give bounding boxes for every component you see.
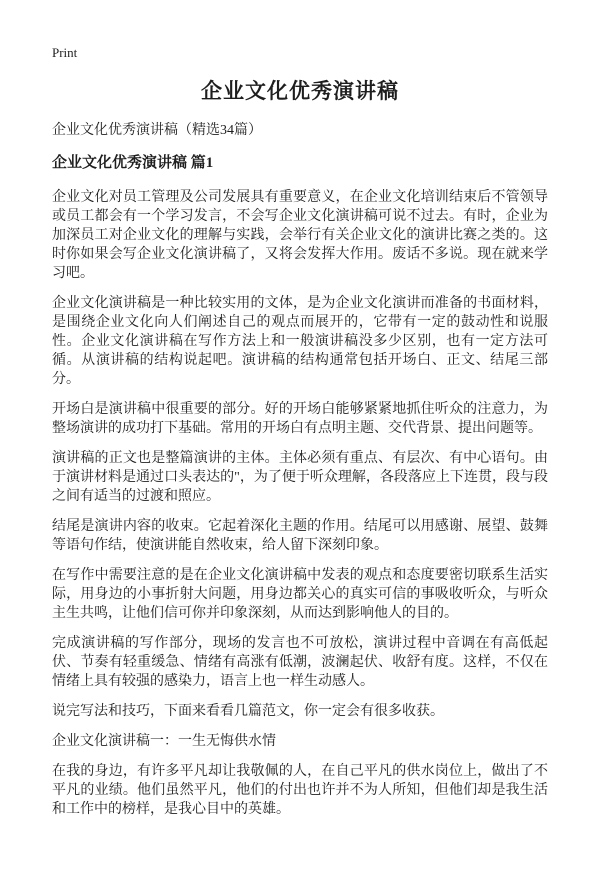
print-link[interactable]: Print: [52, 45, 78, 60]
paragraph: 演讲稿的正文也是整篇演讲的主体。主体必须有重点、有层次、有中心语句。由于演讲材料是通过口头表达的"，为了便于听众理解，各段落应上下连贯，段与段之间有适当的过渡和照应。: [52, 451, 548, 504]
paragraph: 在我的身边，有许多平凡却让我敬佩的人，在自己平凡的供水岗位上，做出了不平凡的业绩。他们虽然平凡，他们的付出也许并不为人所知，但他们却是我生活和工作中的榜样，是我心目中的英雄。: [52, 764, 548, 817]
paragraph: 完成演讲稿的写作部分，现场的发言也不可放松，演讲过程中音调在有高低起伏、节奏有轻重缓急、情绪有高涨有低潮，波澜起伏、收舒有度。这样，不仅在情绪上具有较强的感染力，语言上也一样生动感人。: [52, 636, 548, 689]
paragraph: 企业文化演讲稿一：一生无悔供水情: [52, 734, 276, 749]
paragraph: 企业文化对员工管理及公司发展具有重要意义，在企业文化培训结束后不管领导或员工都会有一个学习发言，不会写企业文化演讲稿可说不过去。有时，企业为加深员工对企业文化的理解与实践，会举行有关企业文化的演讲比赛之类的。这时你如果会写企业文化演讲稿了，又将会发挥大作用。废话不多说。现在就来学习吧。: [52, 190, 548, 281]
paragraph: 开场白是演讲稿中很重要的部分。好的开场白能够紧紧地抓住听众的注意力，为整场演讲的成功打下基础。常用的开场白有点明主题、交代背景、提出问题等。: [52, 402, 548, 436]
document-subtitle: 企业文化优秀演讲稿（精选34篇）: [52, 123, 262, 138]
document-body: [52, 188, 548, 819]
paragraph: 在写作中需要注意的是在企业文化演讲稿中发表的观点和态度要密切联系生活实际，用身边的小事折射大问题，用身边都关心的真实可信的事吸收听众，与听众主生共鸣，让他们信可你并印象深刻，从而达到影响他人的目的。: [52, 568, 548, 621]
paragraph: 企业文化演讲稿是一种比较实用的文体，是为企业文化演讲而准备的书面材料，是围绕企业文化向人们阐述自己的观点而展开的，它带有一定的鼓动性和说服性。企业文化演讲稿在写作方法上和一般演讲稿没多少区别，也有一定方法可循。从演讲稿的结构说起吧。演讲稿的结构通常包括开场白、正文、结尾三部分。: [52, 296, 548, 387]
paragraph: 说完写法和技巧，下面来看看几篇范文，你一定会有很多收获。: [52, 704, 444, 719]
paragraph: 结尾是演讲内容的收束。它起着深化主题的作用。结尾可以用感谢、展望、鼓舞等语句作结，使演讲能自然收束，给人留下深刻印象。: [52, 519, 548, 553]
page-title: 企业文化优秀演讲稿: [201, 79, 399, 103]
section-heading: 企业文化优秀演讲稿 篇1: [52, 155, 214, 171]
